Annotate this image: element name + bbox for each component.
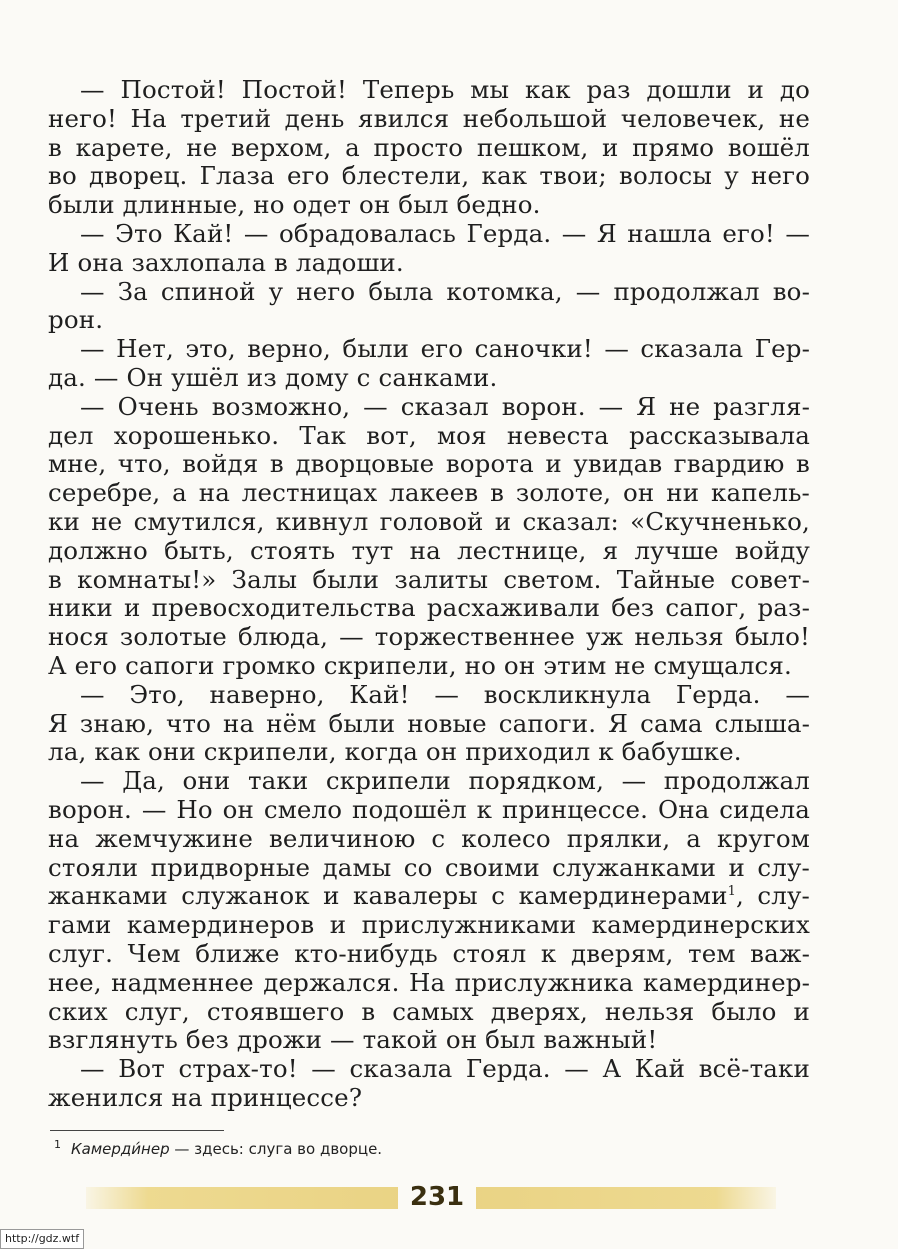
text-line <box>48 220 810 249</box>
text-line-continuation: , слу- <box>736 882 810 911</box>
text-line-content: стояли придворные дамы со своими служанками и слу- <box>48 853 810 882</box>
text-line <box>48 854 810 883</box>
text-line <box>48 652 810 681</box>
text-line-content: Я знаю, что на нём были новые сапоги. Я сама слыша- <box>48 709 810 738</box>
text-line-content: ники и превосходительства расхаживали без сапог, раз- <box>48 594 810 623</box>
text-line-content: него! На третий день явился небольшой человечек, не <box>48 104 810 133</box>
text-line-content: — Да, они таки скрипели порядком, — продолжал <box>80 767 810 796</box>
footnote-number: 1 <box>54 1138 61 1151</box>
text-line-content: — Нет, это, верно, были его саночки! — сказала Гер- <box>80 335 810 364</box>
footnote <box>54 1138 382 1158</box>
text-line-content: на жемчужине величиною с колесо прялки, а кругом <box>48 824 810 853</box>
text-line-content: женился на принцессе? <box>48 1083 363 1112</box>
text-line <box>48 1084 810 1113</box>
watermark-link[interactable]: http://gdz.wtf <box>0 1229 84 1249</box>
text-line <box>48 796 810 825</box>
text-line-content: — Вот страх-то! — сказала Герда. — А Кай всё-таки <box>80 1055 810 1084</box>
text-line-content: — За спиной у него была котомка, — продолжал во- <box>80 277 810 306</box>
text-line-content: дел хорошенько. Так вот, моя невеста рассказывала <box>48 421 810 450</box>
text-line-content: были длинные, но одет он был бедно. <box>48 191 541 220</box>
footnote-divider <box>50 1130 224 1131</box>
text-line-content: в комнаты!» Залы были залиты светом. Тайные совет- <box>48 565 810 594</box>
text-line <box>48 911 810 940</box>
text-line <box>48 335 810 364</box>
text-line <box>48 566 810 595</box>
text-line-content: А его сапоги громко скрипели, но он этим не смущался. <box>48 651 792 680</box>
text-line <box>48 940 810 969</box>
text-line-content: ки не смутился, кивнул головой и сказал: «Скучненько, <box>48 507 810 536</box>
text-line <box>48 681 810 710</box>
text-line <box>48 767 810 796</box>
text-line-content: да. — Он ушёл из дому с санками. <box>48 363 498 392</box>
text-line <box>48 76 810 105</box>
text-line-content: рон. <box>48 306 104 335</box>
text-line <box>48 594 810 623</box>
page-number-band-left <box>86 1187 398 1209</box>
footnote-reference: 1 <box>727 884 737 900</box>
text-line <box>48 422 810 451</box>
text-line <box>48 969 810 998</box>
footnote-term: Камерди́нер <box>71 1140 170 1158</box>
text-line-content: слуг. Чем ближе кто-нибудь стоял к дверям, тем важ- <box>48 939 810 968</box>
text-line-content: И она захлопала в ладоши. <box>48 248 404 277</box>
page-number-band-right <box>476 1187 776 1209</box>
text-line-content: гами камердинеров и прислужниками камердинерских <box>48 911 810 940</box>
text-line <box>48 450 810 479</box>
text-line-content: — Постой! Постой! Теперь мы как раз дошли и до <box>80 76 810 104</box>
text-line-content: — Очень возможно, — сказал ворон. — Я не разгля- <box>80 392 810 421</box>
text-line <box>48 134 810 163</box>
text-line <box>48 1055 810 1084</box>
text-line <box>48 710 810 739</box>
page-number: 231 <box>409 1182 465 1212</box>
text-line <box>48 162 810 191</box>
text-line <box>48 508 810 537</box>
text-line-content: ских слуг, стоявшего в самых дверях, нельзя было и <box>48 997 810 1026</box>
text-line-content: взглянуть без дрожи — такой он был важный! <box>48 1026 658 1055</box>
text-line-content: должно быть, стоять тут на лестнице, я лучше войду <box>48 536 810 565</box>
text-line <box>48 882 810 911</box>
text-line <box>48 998 810 1027</box>
text-line-content: — Это Кай! — обрадовалась Герда. — Я нашла его! — <box>80 219 810 248</box>
text-line-content: серебре, а на лестницах лакеев в золоте, он ни капель- <box>48 479 810 508</box>
text-line-content: во дворец. Глаза его блестели, как твои; волосы у него <box>48 162 810 191</box>
text-line <box>48 825 810 854</box>
text-line-content: ворон. — Но он смело подошёл к принцессе. Она сидела <box>48 795 810 824</box>
text-line-content: ла, как они скрипели, когда он приходил к бабушке. <box>48 738 742 767</box>
text-line <box>48 738 810 767</box>
text-line-content: нее, надменнее держался. На прислужника камердинер- <box>48 968 810 997</box>
text-line-content: жанками служанок и кавалеры с камердинерами <box>48 882 728 911</box>
text-line-content: мне, что, войдя в дворцовые ворота и увидав гвардию в <box>48 450 810 479</box>
text-line <box>48 623 810 652</box>
text-line <box>48 191 810 220</box>
text-line <box>48 249 810 278</box>
text-line-content: в карете, не верхом, а просто пешком, и прямо вошёл <box>48 133 810 162</box>
text-line <box>48 105 810 134</box>
text-line <box>48 306 810 335</box>
text-line <box>48 1026 810 1055</box>
text-line-content: — Это, наверно, Кай! — воскликнула Герда. — <box>80 680 810 709</box>
story-text <box>48 76 810 1113</box>
text-line <box>48 537 810 566</box>
text-line <box>48 393 810 422</box>
text-line-content: нося золотые блюда, — торжественнее уж нельзя было! <box>48 623 810 652</box>
footnote-definition: — здесь: слуга во дворце. <box>169 1140 383 1158</box>
text-line <box>48 364 810 393</box>
text-line <box>48 278 810 307</box>
text-line <box>48 479 810 508</box>
